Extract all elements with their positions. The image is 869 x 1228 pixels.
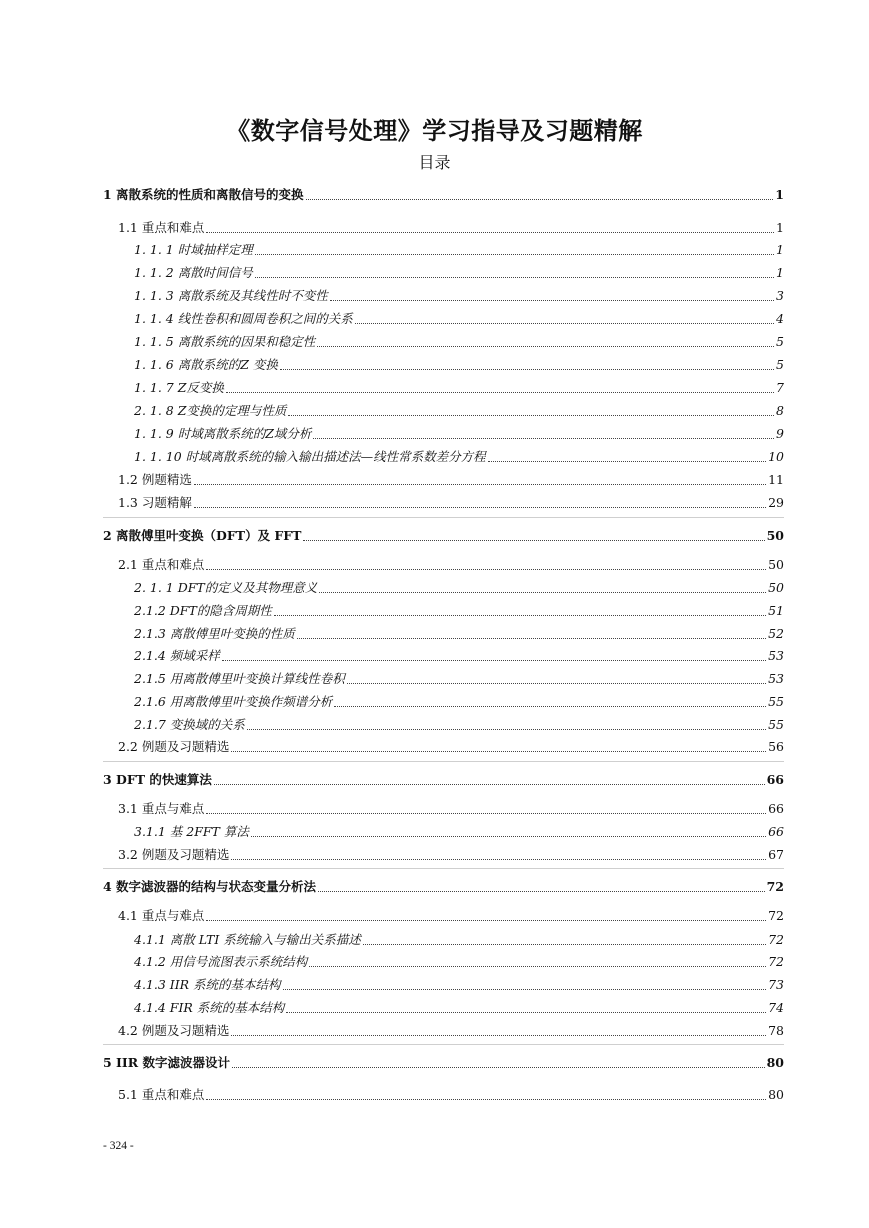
toc-entry-title: 1 离散系统的性质和离散信号的变换 bbox=[103, 187, 304, 202]
toc-entry[interactable] bbox=[134, 669, 784, 689]
document-title: 《数字信号处理》学习指导及习题精解 bbox=[226, 116, 643, 145]
dot-leader bbox=[347, 682, 766, 684]
toc-entry-title: 2 离散傅里叶变换（DFT）及 FFT bbox=[103, 528, 302, 543]
toc-entry-title: 2.1.7 变换域的关系 bbox=[134, 717, 245, 732]
toc-entry-title: 1. 1. 5 离散系统的因果和稳定性 bbox=[134, 334, 316, 349]
dot-leader bbox=[206, 231, 774, 233]
dot-leader bbox=[214, 783, 765, 785]
toc-entry-page: 5 bbox=[776, 334, 784, 349]
toc-entry-page: 72 bbox=[768, 908, 784, 923]
dot-leader bbox=[488, 460, 766, 462]
toc-entry-page: 55 bbox=[768, 694, 784, 709]
toc-entry-title: 4.1 重点与难点 bbox=[118, 908, 205, 923]
section-divider bbox=[103, 761, 784, 762]
toc-entry-page: 7 bbox=[776, 380, 784, 395]
toc-entry[interactable] bbox=[134, 952, 784, 972]
toc-entry[interactable] bbox=[134, 309, 784, 329]
toc-entry-page: 55 bbox=[768, 717, 784, 732]
dot-leader bbox=[280, 368, 774, 370]
toc-entry-title: 2. 1. 1 DFT的定义及其物理意义 bbox=[134, 580, 318, 595]
toc-entry[interactable] bbox=[134, 646, 784, 666]
dot-leader bbox=[306, 198, 774, 200]
dot-leader bbox=[319, 591, 766, 593]
toc-entry-title: 1.2 例题精选 bbox=[118, 472, 192, 487]
toc-entry-title: 2.1.6 用离散傅里叶变换作频谱分析 bbox=[134, 694, 333, 709]
toc-entry-page: 72 bbox=[768, 932, 784, 947]
toc-entry[interactable] bbox=[103, 1053, 784, 1073]
dot-leader bbox=[222, 659, 766, 661]
toc-entry[interactable] bbox=[134, 715, 784, 735]
dot-leader bbox=[334, 705, 766, 707]
toc-entry-page: 10 bbox=[768, 449, 784, 464]
toc-entry-title: 1. 1. 9 时域离散系统的Z域分析 bbox=[134, 426, 312, 441]
toc-entry-page: 53 bbox=[768, 671, 784, 686]
toc-entry-page: 72 bbox=[766, 879, 784, 894]
toc-entry-page: 74 bbox=[768, 1000, 784, 1015]
dot-leader bbox=[283, 988, 767, 990]
dot-leader bbox=[288, 414, 774, 416]
dot-leader bbox=[206, 1098, 766, 1100]
toc-entry-title: 3.1 重点与难点 bbox=[118, 801, 205, 816]
toc-entry[interactable] bbox=[134, 332, 784, 352]
toc-entry-page: 1 bbox=[775, 187, 784, 202]
section-divider bbox=[103, 868, 784, 869]
dot-leader bbox=[251, 835, 766, 837]
section-divider bbox=[103, 1044, 784, 1045]
toc-entry-page: 9 bbox=[776, 426, 784, 441]
toc-entry[interactable] bbox=[134, 240, 784, 260]
toc-entry-page: 80 bbox=[766, 1055, 784, 1070]
toc-entry[interactable] bbox=[134, 692, 784, 712]
toc-entry-title: 3.2 例题及习题精选 bbox=[118, 847, 230, 862]
dot-leader bbox=[309, 965, 766, 967]
toc-entry-page: 72 bbox=[768, 954, 784, 969]
toc-entry-title: 1. 1. 6 离散系统的Z 变换 bbox=[134, 357, 278, 372]
toc-entry[interactable] bbox=[118, 218, 784, 238]
toc-entry[interactable] bbox=[118, 493, 784, 513]
toc-entry-page: 67 bbox=[768, 847, 784, 862]
toc-entry-page: 4 bbox=[776, 311, 784, 326]
toc-entry[interactable] bbox=[134, 822, 784, 842]
toc-entry[interactable] bbox=[118, 555, 784, 575]
dot-leader bbox=[255, 276, 774, 278]
toc-entry[interactable] bbox=[134, 263, 784, 283]
toc-entry[interactable] bbox=[103, 770, 784, 790]
toc-entry[interactable] bbox=[134, 286, 784, 306]
toc-entry-title: 1. 1. 1 时域抽样定理 bbox=[134, 242, 253, 257]
toc-entry-title: 2.1.4 频域采样 bbox=[134, 648, 220, 663]
toc-entry-page: 50 bbox=[768, 557, 784, 572]
toc-entry-page: 11 bbox=[768, 472, 784, 487]
toc-entry[interactable] bbox=[134, 378, 784, 398]
toc-entry-page: 53 bbox=[768, 648, 784, 663]
toc-entry-title: 2.1.3 离散傅里叶变换的性质 bbox=[134, 626, 295, 641]
toc-entry-page: 56 bbox=[768, 739, 784, 754]
section-divider bbox=[103, 517, 784, 518]
toc-entry-title: 4 数字滤波器的结构与状态变量分析法 bbox=[103, 879, 317, 894]
dot-leader bbox=[313, 437, 774, 439]
toc-entry-title: 1. 1. 2 离散时间信号 bbox=[134, 265, 253, 280]
dot-leader bbox=[330, 299, 774, 301]
toc-entry[interactable] bbox=[134, 930, 784, 950]
dot-leader bbox=[255, 253, 774, 255]
toc-entry-page: 5 bbox=[776, 357, 784, 372]
toc-entry-page: 66 bbox=[768, 824, 784, 839]
toc-entry[interactable] bbox=[118, 799, 784, 819]
toc-entry[interactable] bbox=[134, 601, 784, 621]
dot-leader bbox=[303, 539, 764, 541]
toc-heading: 目录 bbox=[418, 153, 451, 172]
toc-entry[interactable] bbox=[134, 447, 784, 467]
dot-leader bbox=[317, 345, 774, 347]
toc-entry-page: 66 bbox=[766, 772, 784, 787]
toc-entry[interactable] bbox=[103, 877, 784, 897]
toc-entry-title: 1.1 重点和难点 bbox=[118, 220, 205, 235]
dot-leader bbox=[318, 890, 765, 892]
dot-leader bbox=[206, 919, 766, 921]
toc-entry-page: 73 bbox=[768, 977, 784, 992]
dot-leader bbox=[286, 1011, 766, 1013]
toc-entry-page: 51 bbox=[768, 603, 784, 618]
dot-leader bbox=[194, 506, 766, 508]
toc-entry[interactable] bbox=[134, 424, 784, 444]
toc-entry[interactable] bbox=[118, 737, 784, 757]
page-number: - 324 - bbox=[103, 1140, 134, 1152]
dot-leader bbox=[274, 614, 766, 616]
toc-entry-title: 2. 1. 8 Z变换的定理与性质 bbox=[134, 403, 287, 418]
dot-leader bbox=[355, 322, 774, 324]
toc-entry[interactable] bbox=[118, 1021, 784, 1041]
toc-entry[interactable] bbox=[134, 401, 784, 421]
toc-entry-title: 4.1.4 FIR 系统的基本结构 bbox=[134, 1000, 285, 1015]
dot-leader bbox=[231, 1034, 766, 1036]
dot-leader bbox=[231, 858, 766, 860]
toc-entry[interactable] bbox=[134, 975, 784, 995]
toc-entry-title: 1.3 习题精解 bbox=[118, 495, 192, 510]
dot-leader bbox=[231, 750, 766, 752]
toc-entry-page: 1 bbox=[776, 242, 784, 257]
dot-leader bbox=[232, 1066, 765, 1068]
toc-entry-page: 1 bbox=[776, 220, 784, 235]
dot-leader bbox=[206, 812, 766, 814]
toc-entry-title: 2.2 例题及习题精选 bbox=[118, 739, 230, 754]
dot-leader bbox=[363, 943, 766, 945]
toc-entry-title: 1. 1. 4 线性卷积和圆周卷积之间的关系 bbox=[134, 311, 353, 326]
toc-entry-title: 3.1.1 基 2FFT 算法 bbox=[134, 824, 249, 839]
toc-entry[interactable] bbox=[103, 526, 784, 546]
toc-entry-title: 4.1.3 IIR 系统的基本结构 bbox=[134, 977, 281, 992]
toc-entry[interactable] bbox=[118, 1085, 784, 1105]
toc-entry-title: 1. 1. 7 Z反变换 bbox=[134, 380, 224, 395]
dot-leader bbox=[226, 391, 774, 393]
toc-entry[interactable] bbox=[118, 906, 784, 926]
toc-entry-page: 3 bbox=[776, 288, 784, 303]
dot-leader bbox=[247, 728, 766, 730]
toc-entry[interactable] bbox=[118, 470, 784, 490]
toc-entry-title: 1. 1. 10 时域离散系统的输入输出描述法—线性常系数差分方程 bbox=[134, 449, 486, 464]
toc-entry-title: 4.1.2 用信号流图表示系统结构 bbox=[134, 954, 308, 969]
toc-entry-page: 8 bbox=[776, 403, 784, 418]
toc-entry-page: 50 bbox=[768, 580, 784, 595]
toc-entry-title: 1. 1. 3 离散系统及其线性时不变性 bbox=[134, 288, 328, 303]
dot-leader bbox=[206, 568, 766, 570]
toc-entry[interactable] bbox=[134, 578, 784, 598]
dot-leader bbox=[297, 637, 766, 639]
toc-entry-title: 2.1 重点和难点 bbox=[118, 557, 205, 572]
toc-entry[interactable] bbox=[118, 845, 784, 865]
toc-entry[interactable] bbox=[134, 355, 784, 375]
toc-entry[interactable] bbox=[134, 624, 784, 644]
toc-entry-page: 66 bbox=[768, 801, 784, 816]
toc-entry-title: 2.1.2 DFT的隐含周期性 bbox=[134, 603, 272, 618]
dot-leader bbox=[194, 483, 766, 485]
toc-entry-page: 78 bbox=[768, 1023, 784, 1038]
toc-entry-page: 52 bbox=[768, 626, 784, 641]
toc-entry-title: 5 IIR 数字滤波器设计 bbox=[103, 1055, 230, 1070]
toc-entry-title: 4.1.1 离散 LTI 系统输入与输出关系描述 bbox=[134, 932, 361, 947]
toc-entry-page: 1 bbox=[776, 265, 784, 280]
toc-entry[interactable] bbox=[134, 998, 784, 1018]
toc-entry-title: 5.1 重点和难点 bbox=[118, 1087, 205, 1102]
toc-entry-page: 80 bbox=[768, 1087, 784, 1102]
toc-entry-title: 4.2 例题及习题精选 bbox=[118, 1023, 230, 1038]
toc-entry[interactable] bbox=[103, 185, 784, 205]
toc-entry-page: 50 bbox=[766, 528, 784, 543]
toc-entry-page: 29 bbox=[768, 495, 784, 510]
toc-entry-title: 2.1.5 用离散傅里叶变换计算线性卷积 bbox=[134, 671, 345, 686]
toc-entry-title: 3 DFT 的快速算法 bbox=[103, 772, 212, 787]
